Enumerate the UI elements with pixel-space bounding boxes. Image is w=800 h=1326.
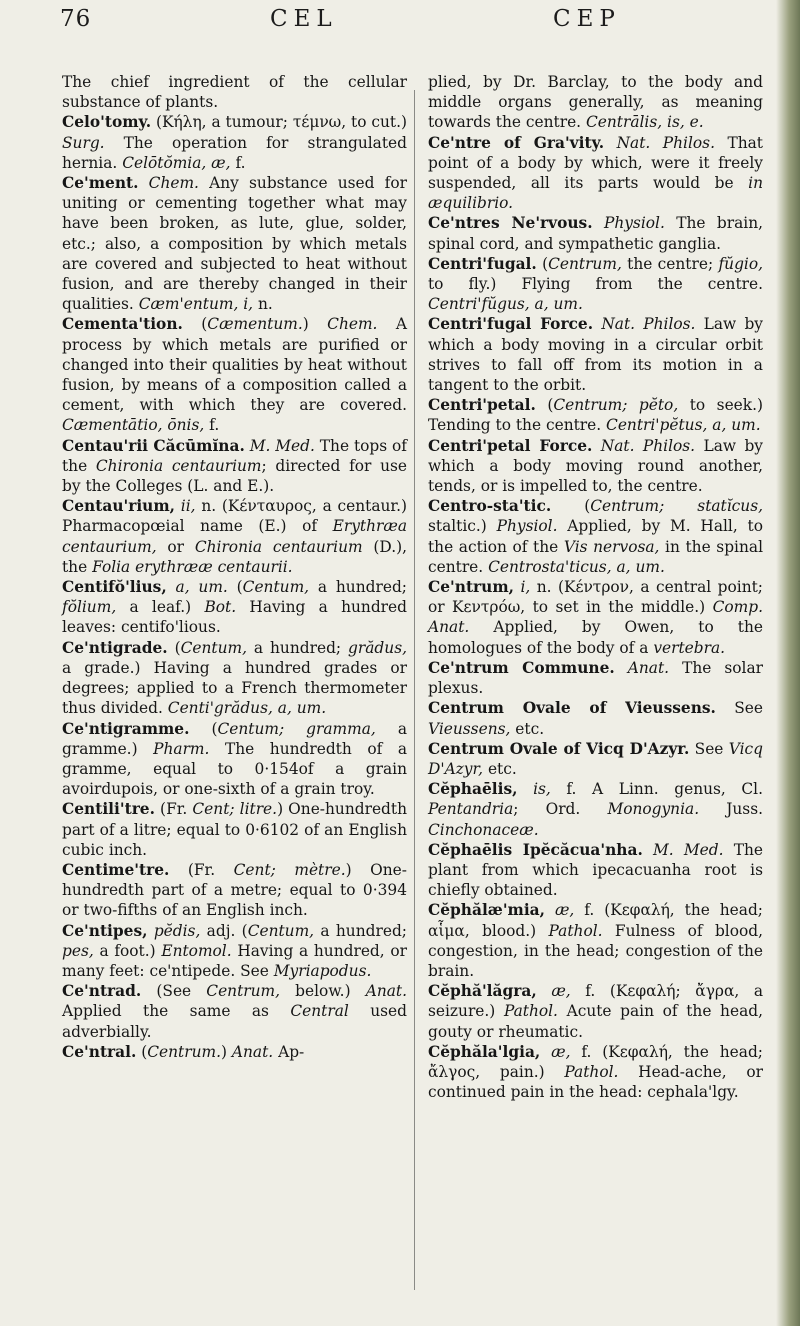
entry-text: fŭgio, (718, 254, 764, 273)
dictionary-entry (62, 72, 407, 112)
entry-text: ( (167, 638, 181, 657)
entry-text (517, 780, 533, 798)
entry-text: That point of a body by which, were it freely suspended, all its parts would be (428, 133, 763, 193)
entry-text: (D.), the (62, 537, 407, 576)
entry-text: Monogynia. (607, 800, 700, 819)
entry-text: Vicq D'Azyr, (428, 739, 763, 778)
dictionary-entry (62, 921, 407, 982)
entry-text (593, 214, 604, 232)
entry-text: The chief ingredient of the cellular substance of plants. (62, 73, 407, 112)
entry-headword: Centifŏ'lius, (62, 578, 167, 597)
dictionary-entry (62, 981, 407, 1042)
entry-text: æ, (554, 901, 575, 920)
entry-text: Centum, (247, 921, 315, 940)
entry-text: Cæmentum. (207, 315, 303, 334)
dictionary-entry (428, 436, 763, 497)
entry-text: Chem. (148, 174, 199, 193)
entry-text: Centum; gramma, (217, 719, 376, 738)
dictionary-entry (428, 779, 763, 840)
entry-text: Centi'grădus, a, um. (167, 699, 327, 718)
entry-text: f. (Κεφαλή, the head; ἄλγος, pain.) (428, 1042, 763, 1081)
entry-text: fŏlium, (62, 598, 117, 617)
entry-text: Cæmentātio, ōnis, (62, 416, 205, 435)
entry-text: a hundred; (246, 638, 349, 657)
right-guide-word: CEP (553, 6, 621, 32)
entry-text: Anat. (627, 658, 670, 677)
entry-text: M. Med. (249, 436, 315, 455)
entry-headword: Cementa'tion. (62, 315, 183, 334)
dictionary-entry (428, 72, 763, 133)
dictionary-entry (428, 900, 763, 981)
entry-text: Comp. Anat. (428, 598, 763, 637)
entry-text: Pathol. (548, 921, 603, 940)
entry-text (167, 578, 176, 596)
entry-text: Centri'fŭgus, a, um. (428, 295, 583, 314)
entry-text: a leaf.) (116, 598, 205, 617)
dictionary-entry (62, 112, 407, 173)
entry-headword: Centri'petal Force. (428, 436, 593, 455)
entry-text: Folia erythrææ centaurii. (92, 557, 293, 576)
entry-text: Chem. (327, 315, 378, 334)
entry-text: ) One-hundredth part of a metre; equal to 0·394 or two-fifths of an English inch. (62, 860, 407, 920)
entry-text: Pathol. (564, 1062, 619, 1081)
entry-text: The tops of the (62, 436, 408, 475)
entry-text: used adverbially. (62, 1002, 408, 1041)
entry-text: See (689, 739, 729, 758)
entry-text: The solar plexus. (428, 658, 763, 698)
dictionary-entry (62, 638, 407, 719)
entry-headword: Centri'fugal Force. (428, 315, 594, 334)
entry-text: Physiol. (496, 517, 558, 536)
entry-text: f. (204, 416, 220, 435)
left-column (62, 72, 407, 1062)
entry-text: Bot. (204, 598, 237, 617)
dictionary-entry (428, 254, 763, 315)
entry-text: Centum, (242, 578, 310, 597)
page-edge-shadow (776, 0, 800, 1326)
entry-text: Any substance used for uniting or cementing together what may have been broken, as lute, glue, solder, etc.; also, a composition by which metals are covered and subjected to heat without fusion, and are thereby changed in their qualities. (62, 174, 407, 314)
entry-text (592, 437, 600, 455)
entry-text: Cæm'entum, i, (138, 295, 254, 314)
dictionary-entry (428, 577, 763, 658)
dictionary-entry (428, 213, 763, 253)
entry-headword: Ce'ntipes, (62, 921, 148, 940)
entry-text: ii, (180, 497, 196, 516)
dictionary-entry (62, 719, 407, 800)
entry-text: ( (227, 578, 243, 597)
entry-text: a foot.) (93, 941, 162, 960)
entry-text: grădus, (348, 638, 407, 657)
entry-text: in æquilibrio. (428, 174, 763, 213)
dictionary-entry (428, 395, 763, 435)
entry-headword: Ce'ment. (62, 174, 139, 193)
entry-text: Physiol. (603, 214, 665, 233)
entry-text: or (156, 537, 195, 556)
entry-text: etc. (510, 719, 545, 738)
entry-text: Centrum. (147, 1042, 221, 1061)
entry-text: Centri'pĕtus, a, um. (606, 416, 761, 435)
entry-text: i, (520, 578, 531, 597)
entry-text: Chironia centaurium (95, 456, 262, 475)
entry-text: (Fr. (169, 860, 234, 879)
entry-headword: Centau'rium, (62, 497, 176, 516)
entry-text: Anat. (365, 982, 407, 1001)
entry-text: Pathol. (503, 1002, 558, 1021)
entry-headword: Cĕphălæ'mia, (428, 901, 545, 920)
entry-headword: Cĕphaēlis, (428, 780, 518, 799)
entry-text: Cent; litre. (192, 800, 278, 819)
entry-headword: Centri'petal. (428, 396, 536, 415)
entry-text: Vis nervosa, (563, 537, 660, 556)
entry-text: Having a hundred leaves: centifo'lious. (62, 598, 407, 637)
entry-text (615, 659, 628, 677)
entry-headword: Centime'tre. (62, 860, 170, 879)
entry-text: Applied the same as (62, 1002, 291, 1021)
entry-text (540, 1043, 551, 1061)
entry-headword: Celo'tomy. (62, 113, 152, 132)
left-guide-word: CEL (270, 6, 338, 32)
entry-text: ( (182, 315, 208, 334)
entry-text: Ap- (273, 1042, 305, 1061)
entry-text: Nat. Philos. (616, 133, 715, 152)
entry-text: in the spinal centre. (428, 537, 763, 576)
entry-text: a gramme.) (62, 719, 407, 758)
entry-text: (See (141, 982, 207, 1001)
entry-text: Central (290, 1002, 349, 1021)
entry-headword: Centrum Ovale of Vicq D'Azyr. (428, 739, 690, 758)
entry-text: n. (Κέντρον, a central point; or Κεντρόω, to set in the middle.) (428, 578, 763, 617)
dictionary-entry (428, 496, 763, 577)
entry-text: to fly.) Flying from the centre. (428, 275, 763, 294)
entry-text: Acute pain of the head, gouty or rheumatic. (428, 1002, 763, 1041)
entry-text: Law by which a body moving round another, tends, or is impelled to, the centre. (428, 436, 763, 496)
dictionary-entry (62, 314, 407, 435)
entry-text: Vieussens, (428, 719, 511, 738)
dictionary-entry (62, 799, 407, 860)
entry-text: Anat. (231, 1042, 274, 1061)
entry-text: f. (230, 153, 246, 172)
entry-text: ; Ord. (513, 800, 608, 819)
entry-text: adj. ( (200, 921, 248, 940)
entry-text (604, 134, 616, 152)
entry-text: staltic.) (428, 517, 497, 536)
entry-text: Applied, by M. Hall, to the action of the (428, 517, 763, 556)
entry-text: ) (302, 315, 328, 334)
entry-headword: Ce'ntrum Commune. (428, 658, 615, 677)
entry-text: n. (Κένταυρος, a centaur.) Pharmacopœial name (E.) of (62, 497, 407, 536)
entry-text: Head-ache, or continued pain in the head: cephala'lgy. (428, 1062, 764, 1102)
entry-text: Centrum, (548, 254, 622, 273)
page-number: 76 (60, 6, 92, 32)
entry-text: ( (136, 1042, 148, 1061)
entry-headword: Cĕphă'lăgra, (428, 982, 537, 1001)
entry-text: Having a hundred, or many feet: ce'ntipede. See (62, 941, 407, 980)
entry-text: The operation for strangulated hernia. (62, 133, 407, 172)
entry-text: Centrum, (206, 982, 281, 1001)
entry-text: (Κήλη, a tumour; τέμνω, to cut.) (151, 113, 407, 132)
entry-headword: Cĕphăla'lgia, (428, 1042, 541, 1061)
right-column (428, 72, 763, 1102)
entry-text: a hundred; (309, 578, 407, 597)
dictionary-entry (428, 1042, 763, 1103)
entry-text (139, 174, 149, 192)
dictionary-entry (428, 133, 763, 214)
dictionary-entry (62, 173, 407, 314)
entry-headword: Centili'tre. (62, 800, 155, 819)
entry-text: Cent; mètre. (233, 860, 346, 879)
entry-text: Juss. (699, 800, 763, 819)
entry-text: Centrum; pĕto, (553, 396, 679, 415)
entry-text: vertebra. (653, 638, 726, 657)
entry-text: The plant from which ipecacuanha root is chiefly obtained. (428, 840, 763, 900)
entry-text: Applied, by Owen, to the homologues of the body of a (428, 618, 763, 657)
entry-text: ( (189, 719, 218, 738)
entry-text: The brain, spinal cord, and sympathetic ganglia. (428, 214, 764, 253)
entry-text: below.) (280, 982, 366, 1001)
entry-headword: Ce'ntral. (62, 1042, 137, 1061)
entry-text: Centrum; statĭcus, (590, 497, 763, 516)
dictionary-entry (62, 577, 407, 638)
entry-headword: Ce'ntre of Gra'vity. (428, 133, 605, 152)
entry-text: f. (Κεφαλή, the head; αἷμα, blood.) (428, 901, 763, 940)
entry-text: The hundredth of a gramme, equal to 0·154of a grain avoirdupois, or one-sixth of a grain troy. (62, 739, 407, 799)
entry-text: Celōtŏmia, æ, (122, 153, 231, 172)
entry-text: Erythræa centaurium, (62, 517, 407, 556)
entry-text: f. A Linn. genus, Cl. (550, 780, 763, 799)
entry-text: n. (253, 295, 273, 314)
entry-text: pes, (62, 941, 94, 960)
entry-text: Chironia centaurium (194, 537, 363, 556)
entry-text: Pentandria (428, 800, 514, 819)
entry-text: to seek.) Tending to the centre. (428, 396, 764, 435)
entry-text: Myriapodus. (273, 961, 372, 980)
entry-text: ( (551, 497, 591, 516)
entry-text: pĕdis, (153, 921, 201, 940)
entry-headword: Centrum Ovale of Vieussens. (428, 699, 716, 718)
entry-text: a grade.) Having a hundred grades or degrees; applied to a French thermometer thus divided. (62, 658, 407, 718)
entry-headword: Centau'rii Căcūmĭna. (62, 436, 245, 455)
dictionary-entry (428, 698, 763, 738)
entry-text: Centum, (180, 638, 247, 657)
dictionary-entry (428, 314, 763, 395)
entry-text (545, 901, 555, 919)
dictionary-entry (428, 658, 763, 698)
entry-text: a hundred; (314, 921, 407, 940)
entry-text: the centre; (621, 254, 719, 273)
dictionary-entry (62, 860, 407, 921)
entry-text: Centrosta'ticus, a, um. (488, 557, 665, 576)
entry-text: Cinchonaceæ. (428, 820, 539, 839)
entry-text: etc. (483, 759, 517, 778)
entry-text: Pharm. (153, 739, 210, 758)
dictionary-entry (62, 1042, 407, 1062)
entry-text: A process by which metals are purified or changed into their qualities by heat without fusion, by means of a composition called a cement, with which they are covered. (62, 315, 407, 415)
entry-text: plied, by Dr. Barclay, to the body and middle organs generally, as meaning towards the centre. (428, 73, 763, 132)
entry-text: Nat. Philos. (601, 315, 696, 334)
column-divider (414, 90, 415, 1290)
dictionary-entry (428, 981, 763, 1042)
dictionary-entry (62, 436, 407, 497)
entry-headword: Ce'ntrum, (428, 578, 514, 597)
entry-text: ( (535, 396, 554, 415)
entry-text: ; directed for use by the Colleges (L. and E.). (62, 456, 407, 496)
entry-text: Entomol. (161, 941, 232, 960)
entry-text: f. (Κεφαλή; ἄγρα, a seizure.) (428, 982, 763, 1021)
entry-text: Nat. Philos. (600, 436, 696, 455)
entry-text (643, 841, 653, 859)
entry-headword: Ce'ntigrade. (62, 638, 168, 657)
entry-text: Surg. (62, 133, 105, 152)
entry-text: a, um. (175, 578, 228, 597)
entry-headword: Centri'fugal. (428, 254, 537, 273)
entry-text: ) (221, 1042, 232, 1061)
entry-text: (Fr. (154, 800, 193, 819)
entry-headword: Cĕphaēlis Ipĕcăcua'nha. (428, 840, 643, 859)
entry-text (537, 982, 552, 1000)
entry-text: Fulness of blood, congestion, in the head; congestion of the brain. (428, 921, 763, 980)
entry-text: ) One-hundredth part of a litre; equal to 0·6102 of an English cubic inch. (62, 800, 407, 859)
entry-text: is, (533, 780, 551, 799)
entry-headword: Ce'ntrad. (62, 982, 142, 1001)
dictionary-entry (428, 840, 763, 901)
entry-headword: Ce'ntres Ne'rvous. (428, 214, 593, 233)
entry-headword: Centro-sta'tic. (428, 497, 552, 516)
entry-text: Law by which a body moving in a circular orbit strives to fall off from its motion in a tangent to the orbit. (428, 315, 764, 395)
entry-text: ( (536, 254, 549, 273)
dictionary-entry (428, 739, 763, 779)
dictionary-entry (62, 496, 407, 577)
entry-text: æ, (551, 1042, 571, 1061)
entry-text: Centrālis, is, e. (585, 113, 704, 132)
entry-text: M. Med. (653, 840, 724, 859)
entry-text: æ, (551, 982, 571, 1001)
entry-text: See (715, 699, 763, 718)
entry-headword: Ce'ntigramme. (62, 719, 190, 738)
